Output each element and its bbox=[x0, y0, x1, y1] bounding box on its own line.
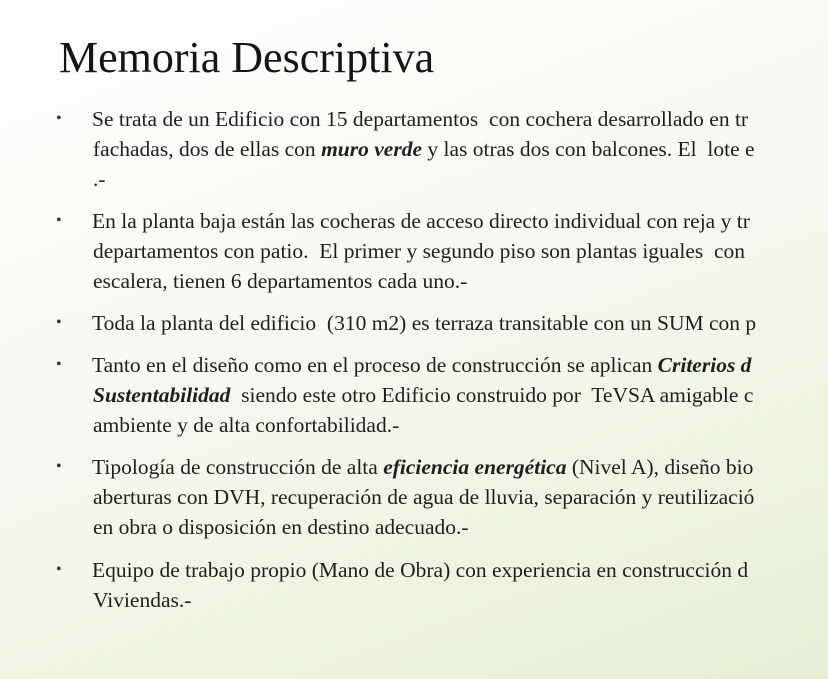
bullet-dot: • bbox=[56, 458, 62, 475]
bullet-line bbox=[92, 452, 753, 482]
bullet-line bbox=[92, 104, 748, 134]
bullet-line bbox=[93, 512, 469, 542]
text-run: siendo este otro Edificio construido por TeVSA amigable c bbox=[230, 383, 754, 407]
slide-title: Memoria Descriptiva bbox=[59, 33, 435, 82]
bullet-line bbox=[93, 236, 750, 266]
bullet-line bbox=[92, 555, 748, 585]
emphasis-text: Sustentabilidad bbox=[93, 383, 231, 407]
text-run: departamentos con patio. El primer y segundo piso son plantas iguales con bbox=[93, 239, 751, 263]
text-run: (Nivel A), diseño bio bbox=[566, 455, 754, 479]
bullet-line bbox=[93, 380, 753, 410]
text-run: aberturas con DVH, recuperación de agua de lluvia, separación y reutilizació bbox=[93, 485, 755, 509]
bullet-line bbox=[93, 482, 754, 512]
bullet-line bbox=[93, 410, 399, 440]
bullet-dot: • bbox=[56, 110, 62, 127]
text-run: ambiente y de alta confortabilidad.- bbox=[93, 413, 400, 437]
text-run: en obra o disposición en destino adecuado.- bbox=[93, 515, 469, 539]
bullet-dot: • bbox=[56, 561, 62, 578]
bullet-line bbox=[93, 164, 106, 194]
bullet-line bbox=[93, 134, 755, 164]
bullet-line bbox=[93, 266, 467, 296]
text-run: .- bbox=[93, 167, 106, 191]
bullet-line bbox=[93, 585, 191, 615]
emphasis-text: Criterios d bbox=[657, 353, 752, 377]
text-run: Se trata de un Edificio con 15 departamentos con cochera desarrollado en tr bbox=[92, 107, 749, 131]
text-run: fachadas, dos de ellas con bbox=[93, 137, 322, 161]
text-run: escalera, tienen 6 departamentos cada uno.- bbox=[93, 269, 468, 293]
text-run: Tipología de construcción de alta bbox=[92, 455, 384, 479]
text-run: Tanto en el diseño como en el proceso de construcción se aplican bbox=[92, 353, 658, 377]
text-run: y las otras dos con balcones. El lote e bbox=[421, 137, 755, 161]
text-run: En la planta baja están las cocheras de acceso directo individual con reja y tr bbox=[92, 209, 750, 233]
bullet-dot: • bbox=[56, 356, 62, 373]
bullet-line bbox=[92, 350, 751, 380]
text-run: Equipo de trabajo propio (Mano de Obra) con experiencia en construcción d bbox=[92, 558, 749, 582]
text-run: Toda la planta del edificio (310 m2) es terraza transitable con un SUM con p bbox=[92, 311, 757, 335]
bullet-dot: • bbox=[56, 314, 62, 331]
text-run: Viviendas.- bbox=[93, 588, 192, 612]
emphasis-text: muro verde bbox=[321, 137, 422, 161]
bullet-line bbox=[92, 206, 750, 236]
emphasis-text: eficiencia energética bbox=[383, 455, 567, 479]
bullet-dot: • bbox=[56, 212, 62, 229]
bullet-line bbox=[92, 308, 756, 338]
